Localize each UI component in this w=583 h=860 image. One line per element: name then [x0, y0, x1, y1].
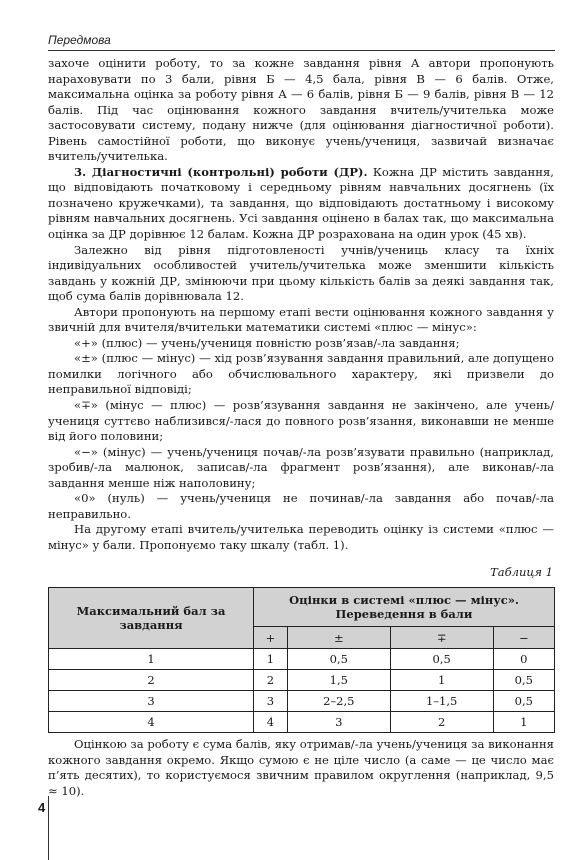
- table-row: [49, 649, 555, 670]
- table-cell: 2–2,5: [287, 691, 390, 712]
- paragraph: Оцінкою за роботу є сума балів, яку отримав/-ла учень/учениця за виконання кожного завдання окремо. Якщо сумою є не ціле число (а саме — це число має п’ять десятих), то користуємося звичним правилом округлення (наприклад, 9,5 ≈ 10).: [48, 737, 554, 798]
- paragraph: Автори пропонують на першому етапі вести оцінювання кожного завдання у звичній для вчителя/вчительки математики системі «плюс — мінус»:: [48, 304, 554, 335]
- list-item-minus-plus: «∓» (мінус — плюс) — розв’язування завдання не закінчено, але учень/учениця суттєво наблизився/-лася до повного розв’язання, виконавши не менше від його половини;: [48, 398, 554, 444]
- table-cell: 3: [254, 691, 288, 712]
- paragraph-body: Кожна ДР містить завдання, що відповідають початковому і середньому рівням навчальних досягнень (їх позначено кружечками), та завдання, що відповідають достатньому і високому рівням навчальних досягнень. Усі завдання оцінено в балах так, що максимальна оцінка за ДР дорівнює 12 балам. Кожна ДР розрахована на один урок (45 хв).: [48, 164, 554, 242]
- table-cell: 4: [254, 712, 288, 733]
- table-cell: 1: [493, 712, 554, 733]
- closing-text: [48, 737, 554, 799]
- table-header-max-score: Максимальний бал за завдання: [49, 588, 254, 649]
- body-text: [48, 56, 554, 554]
- paragraph-dr: [48, 165, 554, 243]
- table-cell: 0,5: [390, 649, 493, 670]
- table-subheader: −: [493, 627, 554, 649]
- list-item-plus: «+» (плюс) — учень/учениця повністю розв’язав/-ла завдання;: [74, 335, 460, 350]
- table-row: [49, 712, 555, 733]
- running-header: Передмова: [48, 33, 111, 47]
- table-row: [49, 670, 555, 691]
- table-cell: 1: [49, 649, 254, 670]
- list-item-zero: «0» (нуль) — учень/учениця не починав/-ла завдання або почав/-ла неправильно.: [48, 491, 554, 521]
- paragraph: захоче оцінити роботу, то за кожне завдання рівня А автори пропонують нараховувати по 3 бали, рівня Б — 4,5 бала, рівня В — 6 балів. Отже, максимальна оцінка за роботу рівня А — 6 балів, рівня Б — 9 балів, рівня В — 12 балів. Під час оцінювання кожного завдання вчитель/учителька може застосовувати систему, подану нижче (для оцінювання діагностичної роботи). Рівень самостійної роботи, що виконує учень/учениця, зазвичай визначає вчитель/учителька.: [48, 56, 554, 164]
- table-cell: 1–1,5: [390, 691, 493, 712]
- list-item-plus-minus: «±» (плюс — мінус) — хід розв’язування завдання правильний, але допущено помилки логічного або обчислювального характеру, які призвели до неправильної відповіді;: [48, 351, 554, 397]
- table-cell: 3: [49, 691, 254, 712]
- table-cell: 0,5: [493, 670, 554, 691]
- margin-rule: [48, 796, 49, 860]
- table-cell: 3: [287, 712, 390, 733]
- list-item-minus: «−» (мінус) — учень/учениця почав/-ла розв’язувати правильно (наприклад, зробив/-ла малюнок, записав/-ла фрагмент розв’язання), але виконав/-ла завдання менше ніж наполовину;: [48, 444, 554, 490]
- table-cell: 2: [49, 670, 254, 691]
- table-header-group: Оцінки в системі «плюс — мінус». Переведення в бали: [254, 588, 555, 627]
- table-caption: Таблиця 1: [490, 565, 553, 579]
- table-cell: 2: [254, 670, 288, 691]
- table-cell: 0,5: [287, 649, 390, 670]
- paragraph: Залежно від рівня підготовленості учнів/учениць класу та їхніх індивідуальних особливостей учитель/учителька може зменшити кількість завдань у кожній ДР, змінюючи при цьому кількість балів за деякі завдання так, щоб сума балів дорівнювала 12.: [48, 242, 554, 304]
- header-divider: [48, 50, 555, 51]
- table-row: [49, 691, 555, 712]
- table-subheader: ∓: [390, 627, 493, 649]
- grades-table: [48, 587, 555, 733]
- table-cell: 2: [390, 712, 493, 733]
- table-cell: 1: [254, 649, 288, 670]
- table-cell: 0,5: [493, 691, 554, 712]
- table-subheader: ±: [287, 627, 390, 649]
- table-cell: 1,5: [287, 670, 390, 691]
- table-cell: 1: [390, 670, 493, 691]
- table-subheader: +: [254, 627, 288, 649]
- paragraph: На другому етапі вчитель/учителька переводить оцінку із системи «плюс — мінус» у бали. Пропонуємо таку шкалу (табл. 1).: [48, 522, 554, 552]
- paragraph-lead: 3. Діагностичні (контрольні) роботи (ДР).: [74, 164, 368, 179]
- table-cell: 0: [493, 649, 554, 670]
- table-cell: 4: [49, 712, 254, 733]
- page-number: 4: [38, 800, 46, 815]
